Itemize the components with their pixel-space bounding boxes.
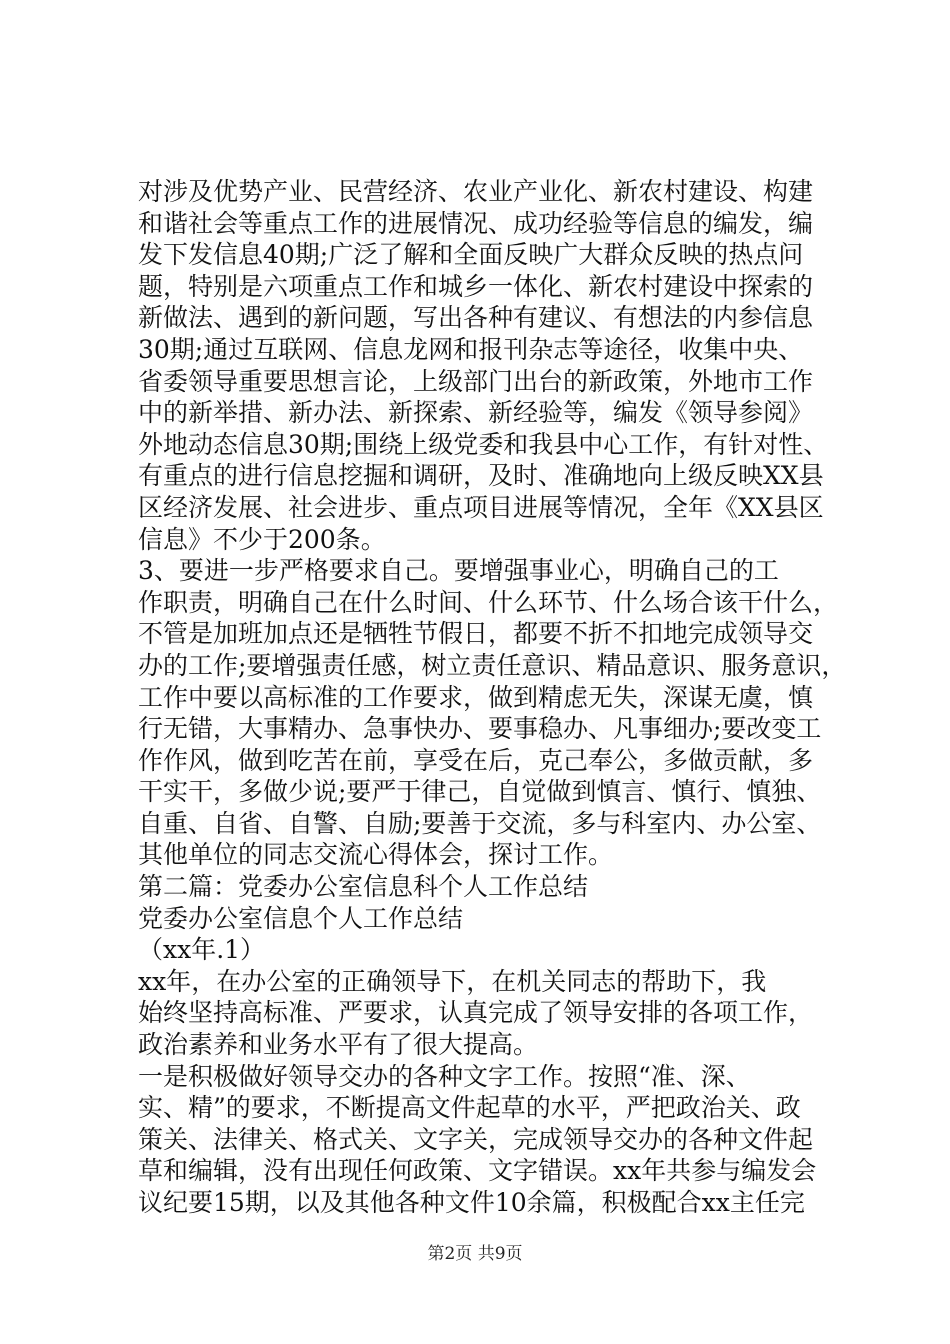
text-line: 省委领导重要思想言论，上级部门出台的新政策，外地市工作 [138, 366, 814, 396]
text-line: 外地动态信息30期;围绕上级党委和我县中心工作，有针对性、 [138, 429, 829, 459]
text-line: 策关、法律关、格式关、文字关，完成领导交办的各种文件起 [138, 1124, 814, 1154]
document-body [138, 176, 847, 1219]
text-line: 对涉及优势产业、民营经济、农业产业化、新农村建设、构建 [138, 177, 814, 206]
text-line: 自重、自省、自警、自励;要善于交流，多与科室内、办公室、 [138, 808, 822, 838]
text-line: 3、要进一步严格要求自己。要增强事业心，明确自己的工 [138, 556, 779, 586]
text-line: 不管是加班加点还是牺牲节假日，都要不折不扣地完成领导交 [138, 619, 814, 649]
text-line: xx年，在办公室的正确领导下，在机关同志的帮助下，我 [138, 966, 767, 996]
text-line: 其他单位的同志交流心得体会，探讨工作。 [138, 840, 614, 870]
text-line: 区经济发展、社会进步、重点项目进展等情况，全年《XX县区 [138, 492, 824, 522]
text-line: 题，特别是六项重点工作和城乡一体化、新农村建设中探索的 [138, 271, 814, 301]
text-line: 和谐社会等重点工作的进展情况、成功经验等信息的编发，编 [138, 208, 814, 238]
text-line: 一是积极做好领导交办的各种文字工作。按照“准、深、 [138, 1061, 751, 1091]
text-line: 办的工作;要增强责任感，树立责任意识、精品意识、服务意识， [138, 650, 847, 680]
text-line: 新做法、遇到的新问题，写出各种有建议、有想法的内参信息 [138, 303, 814, 333]
text-line: 议纪要15期，以及其他各种文件10余篇，积极配合xx主任完 [138, 1188, 805, 1217]
text-line: 发下发信息40期;广泛了解和全面反映广大群众反映的热点问 [138, 240, 804, 270]
text-line: 中的新举措、新办法、新探索、新经验等，编发《领导参阅》 [138, 398, 814, 428]
text-line: 信息》不少于200条。 [138, 524, 386, 554]
text-line: 干实干，多做少说;要严于律己，自觉做到慎言、慎行、慎独、 [138, 777, 822, 807]
text-line: 政治素养和业务水平有了很大提高。 [138, 1030, 539, 1060]
document-title: 党委办公室信息个人工作总结 [138, 903, 464, 933]
text-line: 30期;通过互联网、信息龙网和报刊杂志等途径，收集中央、 [138, 334, 804, 364]
text-line: 有重点的进行信息挖掘和调研，及时、准确地向上级反映XX县 [138, 461, 824, 491]
text-line: 草和编辑，没有出现任何政策、文字错误。xx年共参与编发会 [138, 1156, 817, 1186]
page-number-footer: 第2页 共9页 [427, 1244, 523, 1264]
text-line: 始终坚持高标准、严要求，认真完成了领导安排的各项工作， [138, 998, 814, 1028]
section-heading: 第二篇：党委办公室信息科个人工作总结 [138, 872, 589, 902]
text-line: 工作中要以高标准的工作要求，做到精虑无失，深谋无虞，慎 [138, 682, 814, 712]
document-date: （xx年.1） [138, 935, 266, 965]
text-line: 行无错，大事精办、急事快办、要事稳办、凡事细办;要改变工 [138, 714, 822, 744]
text-line: 实、精”的要求，不断提高文件起草的水平，严把政治关、政 [138, 1093, 801, 1123]
text-line: 作作风，做到吃苦在前，享受在后，克己奉公，多做贡献，多 [138, 745, 814, 775]
text-line: 作职责，明确自己在什么时间、什么环节、什么场合该干什么， [138, 587, 839, 617]
